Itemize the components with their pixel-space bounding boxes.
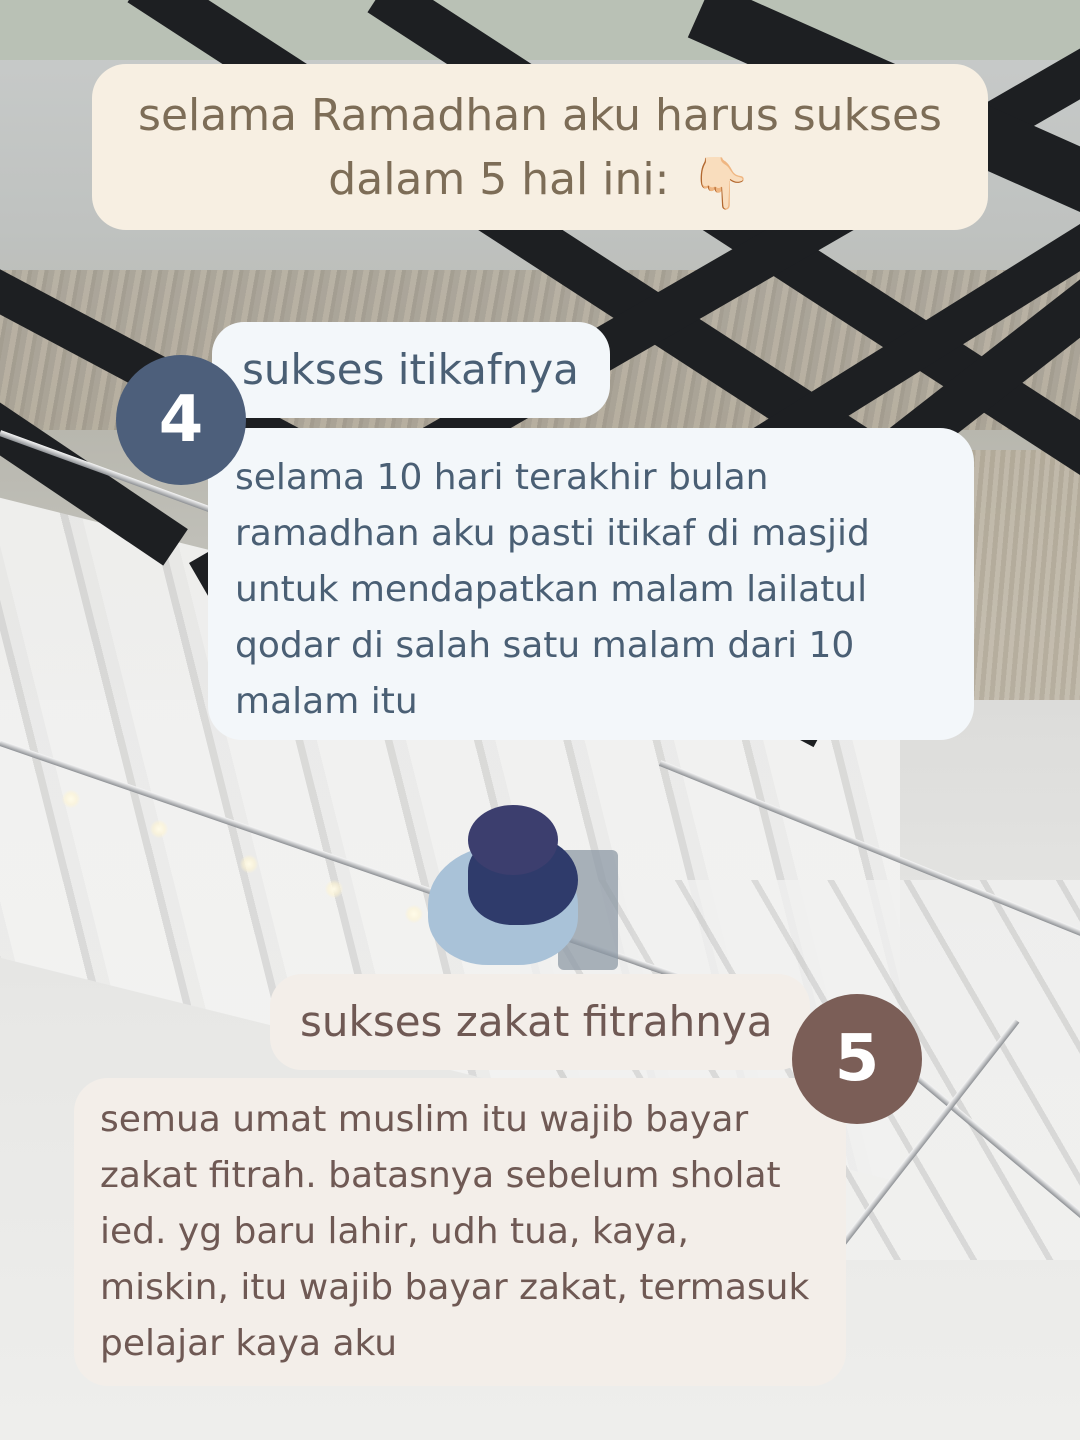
person-figure [428,805,598,975]
title-bubble [92,64,988,230]
title-line-2 [92,148,988,215]
item-5-heading-bubble [270,974,810,1070]
title-line-1: selama Ramadhan aku harus sukses [138,90,942,141]
pointing-down-hand-icon: 👇🏻 [689,154,752,212]
item-5-number-badge: 5 [792,994,922,1124]
title-line-2-text: dalam 5 hal ini: [328,154,670,205]
item-4-body-bubble [208,428,974,740]
item-4-heading: sukses itikafnya [242,345,579,394]
item-5-body-bubble [74,1078,846,1386]
item-5-heading: sukses zakat fitrahnya [300,997,773,1046]
item-4-number-badge: 4 [116,355,246,485]
item-5-body: semua umat muslim itu wajib bayar zakat fitrah. batasnya sebelum sholat ied. yg baru lahir, udh tua, kaya, miskin, itu wajib bayar zakat, termasuk pelajar kaya aku [100,1099,810,1364]
item-4-body: selama 10 hari terakhir bulan ramadhan aku pasti itikaf di masjid untuk mendapatkan malam lailatul qodar di salah satu malam dari 10 malam itu [235,457,870,722]
item-4-heading-bubble [212,322,610,418]
